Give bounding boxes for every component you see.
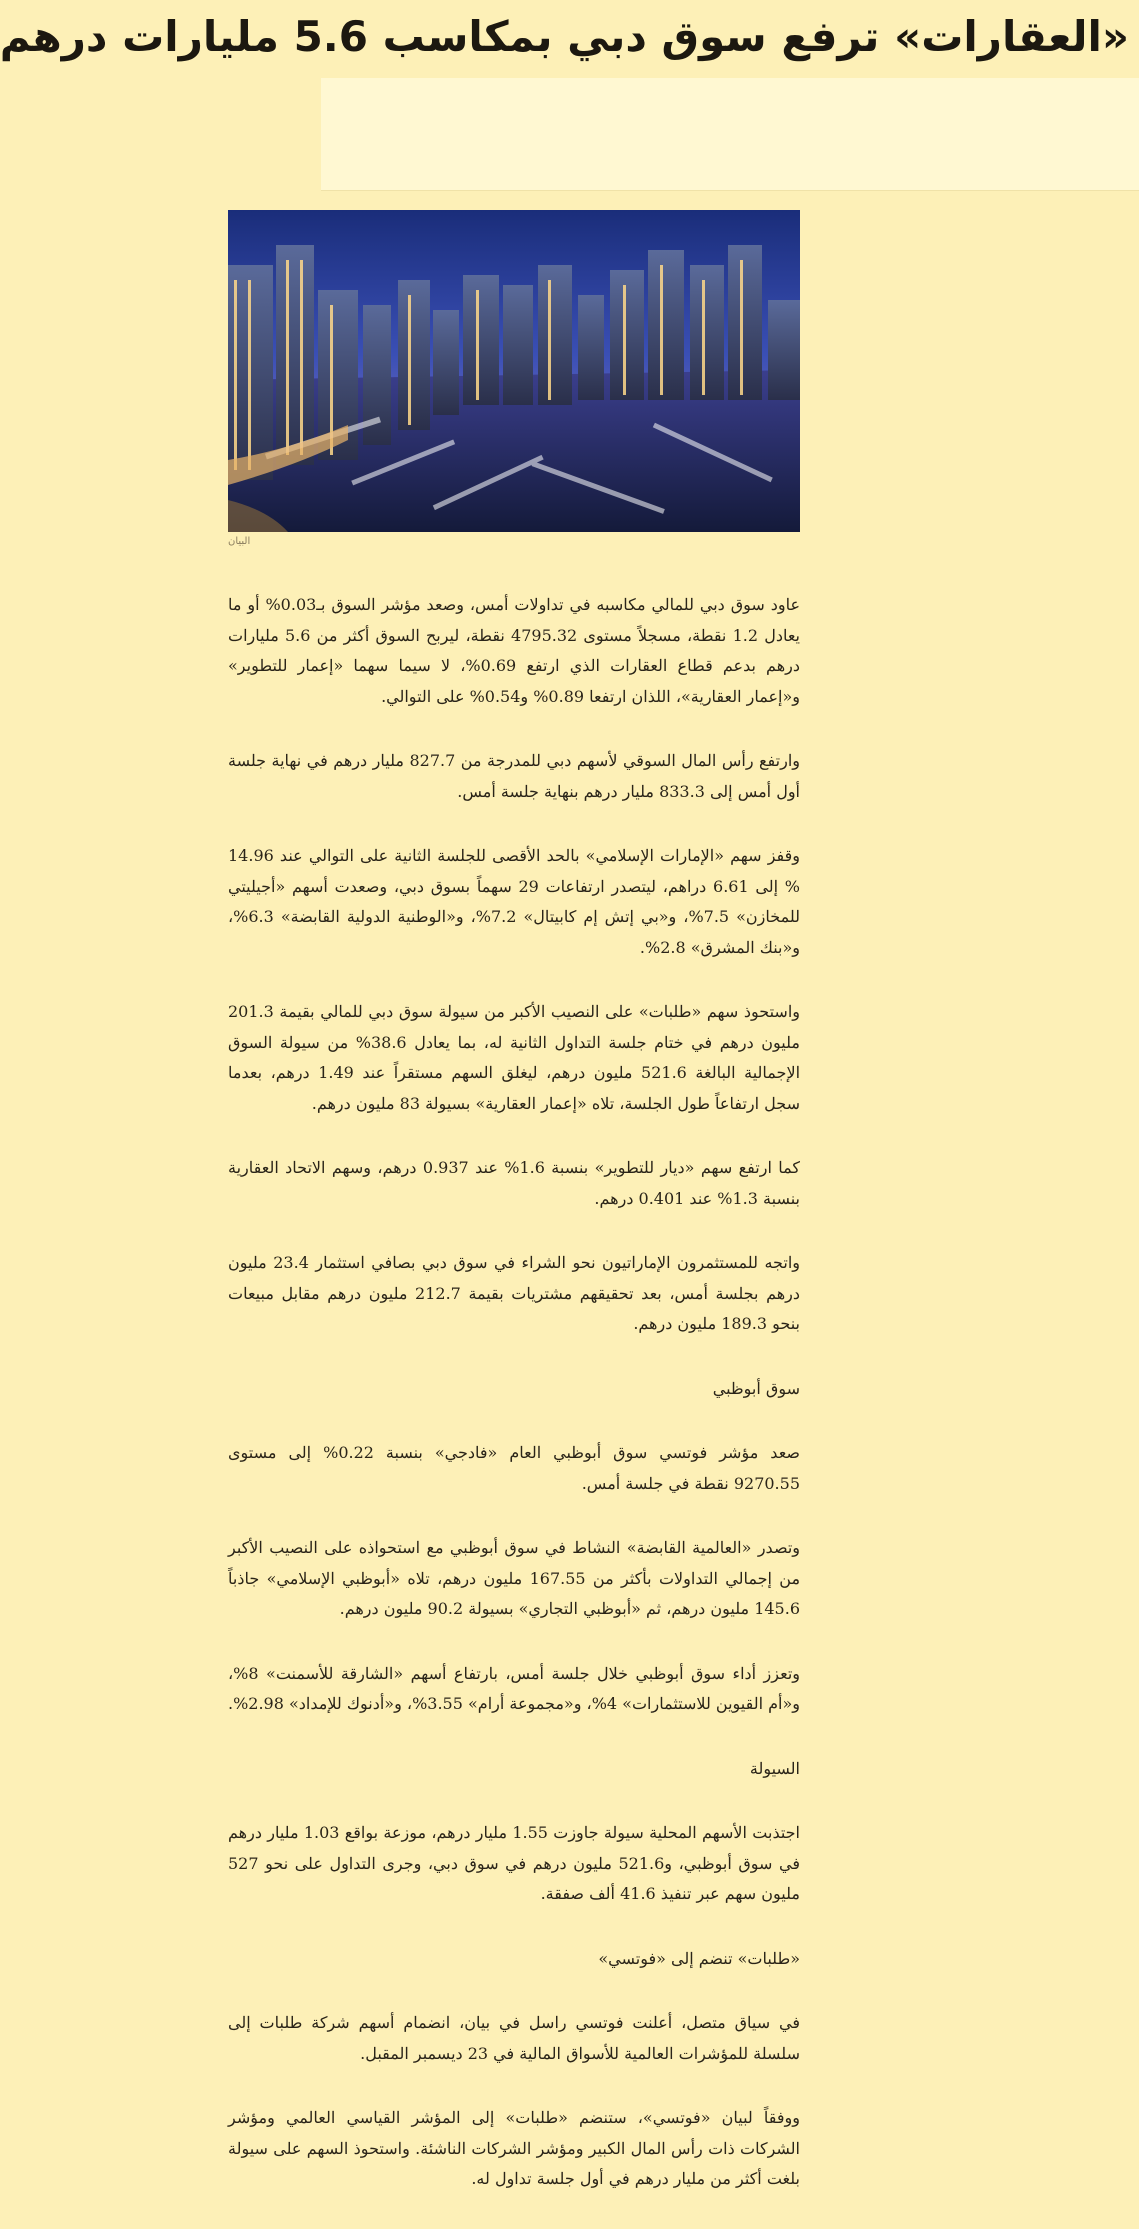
- article-paragraph: واتجه للمستثمرون الإماراتيون نحو الشراء في سوق دبي بصافي استثمار 23.4 مليون درهم بجلسة أمس، بعد تحقيقهم مشتريات بقيمة 212.7 مليون درهم مقابل مبيعات بنحو 189.3 مليون درهم.: [228, 1253, 801, 1333]
- article-paragraph: عاود سوق دبي للمالي مكاسبه في تداولات أمس، وصعد مؤشر السوق بـ0.03% أو ما يعادل 1.2 نقطة، مسجلاً مستوى 4795.32 نقطة، ليربح السوق أكثر من 5.6 مليارات درهم بدعم قطاع العقارات الذي ارتفع 0.69%، لا سيما سهما «إعمار للتطوير» و«إعمار العقارية»، اللذان ارتفعا 0.89% و0.54% على التوالي.: [228, 595, 800, 706]
- article-paragraph: وارتفع رأس المال السوقي لأسهم دبي للمدرجة من 827.7 مليار درهم في نهاية جلسة أول أمس إلى 833.3 مليار درهم بنهاية جلسة أمس.: [228, 751, 801, 801]
- article-title: «العقارات» ترفع سوق دبي بمكاسب 5.6 مليارات درهم: [0, 12, 1129, 61]
- article-subheading: سوق أبوظبي: [712, 1378, 800, 1398]
- article-paragraph: وتعزز أداء سوق أبوظبي خلال جلسة أمس، بارتفاع أسهم «الشارقة للأسمنت» 8%، و«أم القيوين للاستثمارات» 4%، و«مجموعة أرام» 3.55%، و«أدنوك للإمداد» 2.98%.: [227, 1663, 800, 1713]
- article-body: [228, 210, 800, 2229]
- article-paragraph: في سياق متصل، أعلنت فوتسي راسل في بيان، انضمام أسهم شركة طلبات إلى سلسلة للمؤشرات العالمية للأسواق المالية في 23 ديسمبر المقبل.: [228, 2013, 800, 2063]
- article-subheading: «طلبات» تنضم إلى «فوتسي»: [598, 1948, 800, 1968]
- photo-credit: [228, 536, 800, 576]
- article-paragraph: وقفز سهم «الإمارات الإسلامي» بالحد الأقصى للجلسة الثانية على التوالي عند 14.96 % إلى 6.61 دراهم، ليتصدر ارتفاعات 29 سهماً بسوق دبي، وصعدت أسهم «أجيليتي للمخازن» 7.5%، و«بي إتش إم كابيتال» 7.2%، و«الوطنية الدولية القابضة» 6.3%، و«بنك المشرق» 2.8%.: [228, 846, 800, 957]
- article-text: [228, 590, 800, 2195]
- article-paragraph: وتصدر «العالمية القابضة» النشاط في سوق أبوظبي مع استحواذه على النصيب الأكبر من إجمالي التداولات بأكثر من 167.55 مليون درهم، تلاه «أبوظبي الإسلامي» جاذباً 145.6 مليون درهم، ثم «أبوظبي التجاري» بسيولة 90.2 مليون درهم.: [228, 1538, 801, 1618]
- article-paragraph: ووفقاً لبيان «فوتسي»، ستنضم «طلبات» إلى المؤشر القياسي العالمي ومؤشر الشركات ذات رأس المال الكبير ومؤشر الشركات الناشئة. واستحوذ السهم على سيولة بلغت أكثر من مليار درهم في أول جلسة تداول له.: [228, 2108, 800, 2188]
- article-paragraph: واستحوذ سهم «طلبات» على النصيب الأكبر من سيولة سوق دبي للمالي بقيمة 201.3 مليون درهم في ختام جلسة التداول الثانية له، بما يعادل 38.6% من سيولة السوق الإجمالية البالغة 521.6 مليون درهم، ليغلق السهم مستقراً عند 1.49 درهم، بعدما سجل ارتفاعاً طول الجلسة، تلاه «إعمار العقارية» بسيولة 83 مليون درهم.: [228, 1002, 801, 1113]
- article-paragraph: اجتذبت الأسهم المحلية سيولة جاوزت 1.55 مليار درهم، موزعة بواقع 1.03 مليار درهم في سوق أبوظبي، و521.6 مليون درهم في سوق دبي، وجرى التداول على نحو 527 مليون سهم عبر تنفيذ 41.6 ألف صفقة.: [228, 1823, 801, 1903]
- ad-banner-placeholder: [321, 78, 1139, 191]
- article-subheading: السيولة: [749, 1758, 800, 1778]
- article-photo: [228, 210, 800, 532]
- article-paragraph: كما ارتفع سهم «ديار للتطوير» بنسبة 1.6% عند 0.937 درهم، وسهم الاتحاد العقارية بنسبة 1.3% عند 0.401 درهم.: [228, 1158, 801, 1208]
- photo-credit-text: البيان: [228, 536, 251, 547]
- article-paragraph: صعد مؤشر فوتسي سوق أبوظبي العام «فادجي» بنسبة 0.22% إلى مستوى 9270.55 نقطة في جلسة أمس.: [228, 1443, 800, 1493]
